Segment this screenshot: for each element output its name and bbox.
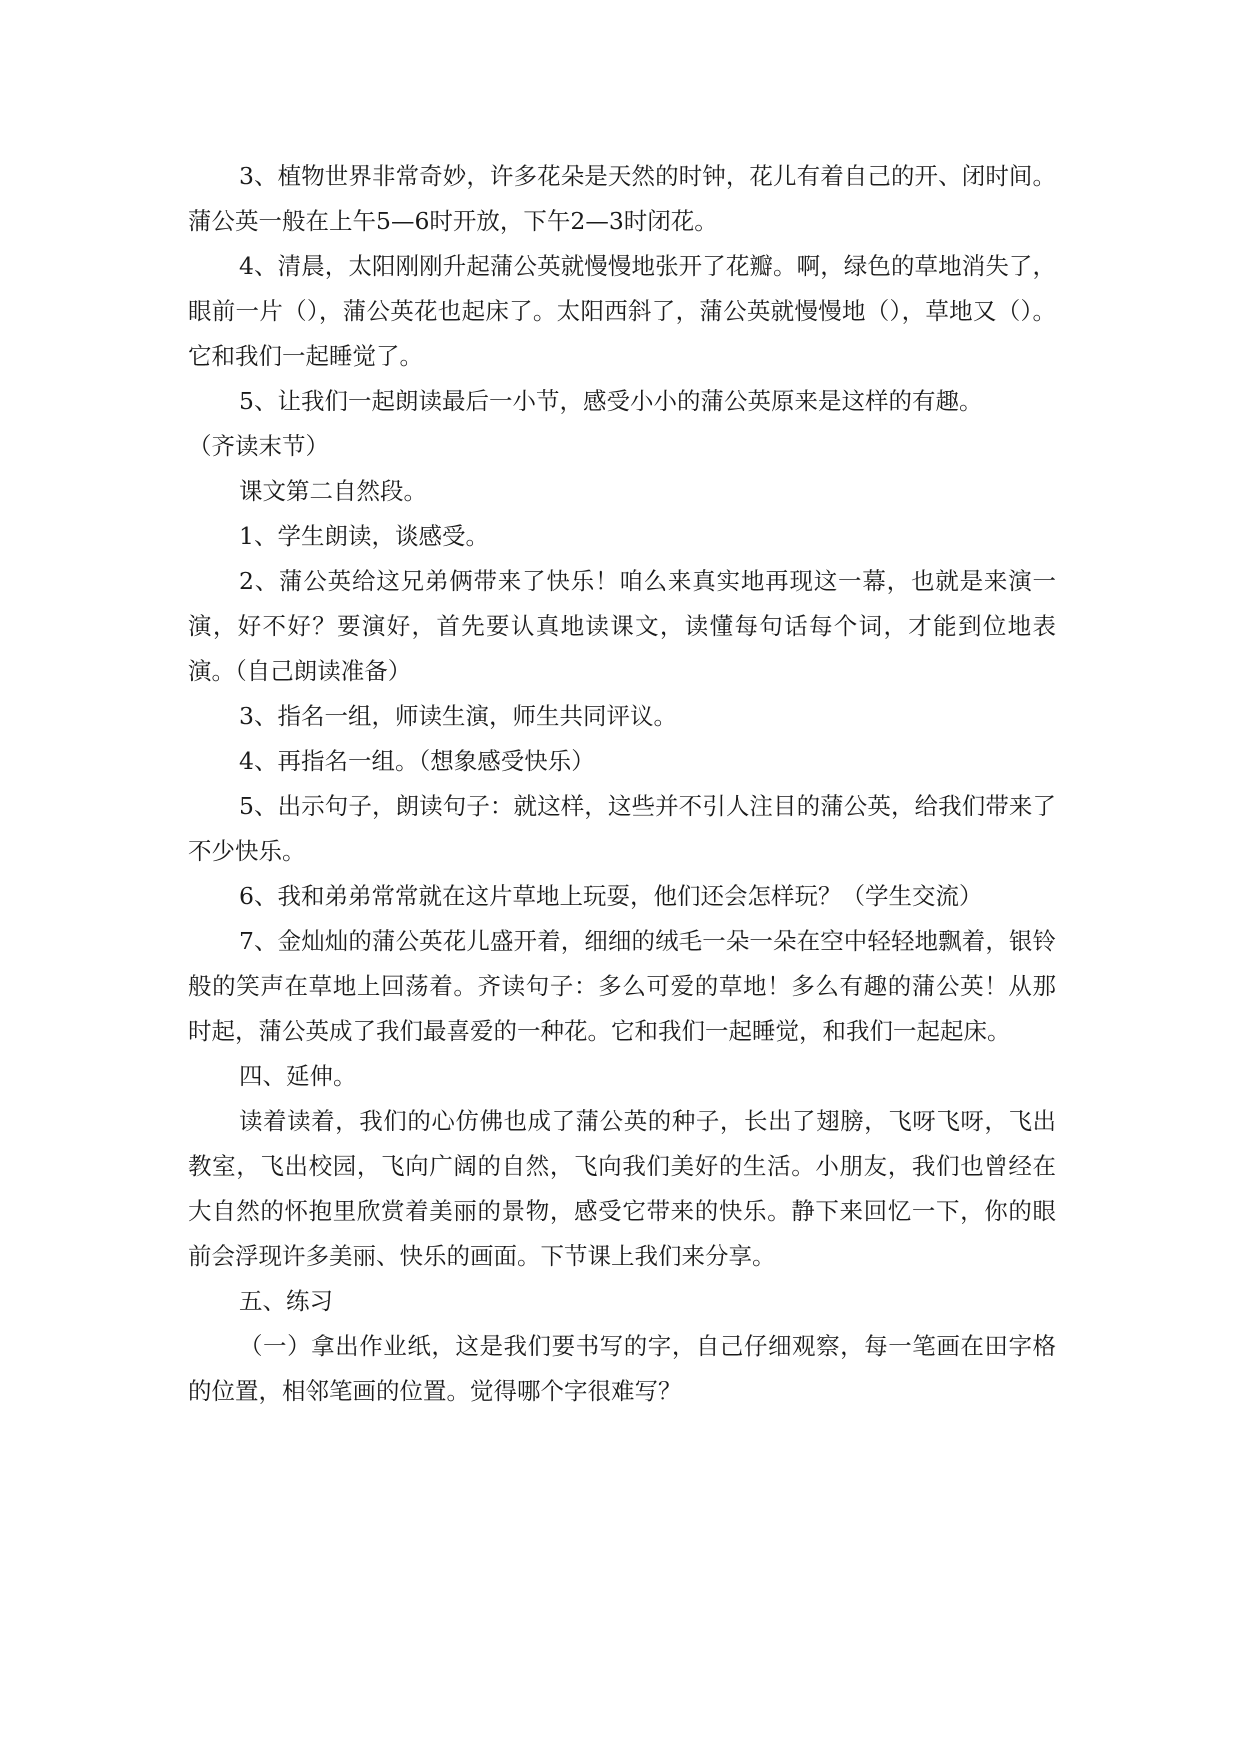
paragraph: 1、学生朗读，谈感受。 [239, 522, 489, 550]
paragraph: 读着读着，我们的心仿佛也成了蒲公英的种子，长出了翅膀，飞呀飞呀，飞出教室，飞出校园，飞向广阔的自然，飞向我们美好的生活。小朋友，我们也曾经在大自然的怀抱里欣赏着美丽的景物，感受它带来的快乐。静下来回忆一下，你的眼前会浮现许多美丽、快乐的画面。下节课上我们来分享。 [188, 1107, 1056, 1270]
section-heading: 五、练习 [239, 1287, 333, 1315]
paragraph: 课文第二自然段。 [239, 477, 427, 505]
paragraph: 5、出示句子，朗读句子：就这样，这些并不引人注目的蒲公英，给我们带来了不少快乐。 [188, 792, 1056, 865]
paragraph: 3、指名一组，师读生演，师生共同评议。 [239, 702, 677, 730]
paragraph: （一）拿出作业纸，这是我们要书写的字，自己仔细观察，每一笔画在田字格的位置，相邻笔画的位置。觉得哪个字很难写？ [188, 1332, 1056, 1405]
paragraph: 4、再指名一组。（想象感受快乐） [239, 747, 595, 775]
paragraph: 6、我和弟弟常常就在这片草地上玩耍，他们还会怎样玩？（学生交流） [239, 882, 983, 910]
paragraph: 2、蒲公英给这兄弟俩带来了快乐！咱么来真实地再现这一幕，也就是来演一演，好不好？要演好，首先要认真地读课文，读懂每句话每个词，才能到位地表演。（自己朗读准备） [188, 567, 1056, 685]
paragraph: 3、植物世界非常奇妙，许多花朵是天然的时钟，花儿有着自己的开、闭时间。蒲公英一般在上午5—6时开放，下午2—3时闭花。 [188, 162, 1056, 235]
paragraph: 4、清晨，太阳刚刚升起蒲公英就慢慢地张开了花瓣。啊，绿色的草地消失了，眼前一片（），蒲公英花也起床了。太阳西斜了，蒲公英就慢慢地（），草地又（）。它和我们一起睡觉了。 [188, 252, 1056, 370]
document-page [188, 154, 1056, 1414]
paragraph: （齐读末节） [188, 432, 329, 460]
paragraph: 5、让我们一起朗读最后一小节，感受小小的蒲公英原来是这样的有趣。 [239, 387, 983, 415]
paragraph: 7、金灿灿的蒲公英花儿盛开着，细细的绒毛一朵一朵在空中轻轻地飘着，银铃般的笑声在草地上回荡着。齐读句子：多么可爱的草地！多么有趣的蒲公英！从那时起，蒲公英成了我们最喜爱的一种花。它和我们一起睡觉，和我们一起起床。 [188, 927, 1056, 1045]
section-heading: 四、延伸。 [239, 1062, 357, 1090]
